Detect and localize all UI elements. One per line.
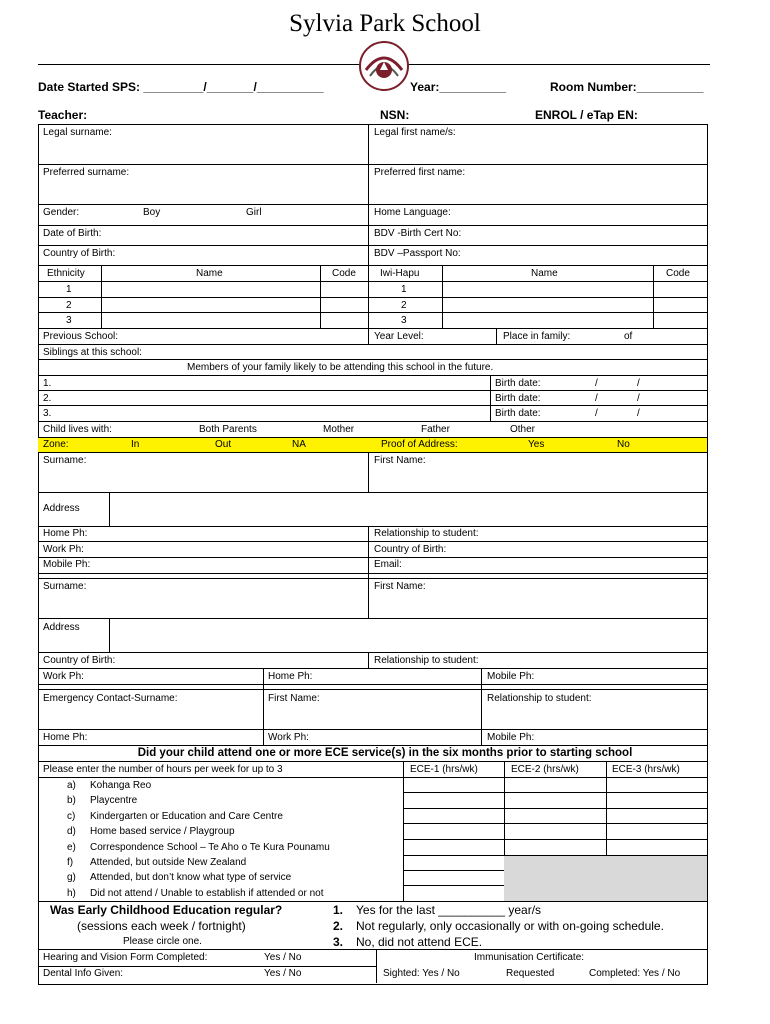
ece-col3-header: ECE-3 (hrs/wk) (612, 764, 680, 775)
child-lives-with-label: Child lives with: (43, 424, 112, 435)
contact2-surname-label[interactable]: Surname: (43, 581, 87, 592)
zone-out-option[interactable]: Out (215, 439, 232, 450)
option-1-text[interactable]: Yes for the last __________ year/s (356, 903, 542, 917)
emergency-work-ph-label[interactable]: Work Ph: (268, 732, 309, 743)
iwi-row-num: 3 (401, 315, 407, 326)
contact1-address-label[interactable]: Address (43, 503, 80, 514)
contact1-country-label[interactable]: Country of Birth: (374, 544, 447, 555)
date-slash: / (595, 393, 598, 404)
future-member-row[interactable]: 3. (43, 408, 52, 419)
birth-date-label: Birth date: (495, 408, 541, 419)
ece-item-letter: a) (67, 780, 76, 791)
ece-item-text: Home based service / Playgroup (90, 826, 235, 837)
preferred-first-name-label[interactable]: Preferred first name: (374, 167, 466, 178)
birth-cert-label[interactable]: BDV -Birth Cert No: (374, 228, 462, 239)
date-slash: / (595, 408, 598, 419)
ece-col2-header: ECE-2 (hrs/wk) (511, 764, 579, 775)
place-in-family-label[interactable]: Place in family: (503, 331, 571, 342)
contact1-mobile-ph-label[interactable]: Mobile Ph: (43, 559, 91, 570)
future-member-row[interactable]: 2. (43, 393, 52, 404)
date-slash: / (637, 378, 640, 389)
immunisation-completed[interactable]: Completed: Yes / No (589, 968, 681, 979)
ece-regular-sub: (sessions each week / fortnight) (77, 919, 246, 933)
gender-label: Gender: (43, 207, 80, 218)
immunisation-sighted[interactable]: Sighted: Yes / No (383, 968, 460, 979)
date-slash: / (637, 408, 640, 419)
school-name: Sylvia Park School (289, 10, 481, 37)
contact1-work-ph-label[interactable]: Work Ph: (43, 544, 84, 555)
dental-info-label: Dental Info Given: (43, 968, 124, 979)
school-logo (358, 40, 410, 92)
immunisation-requested[interactable]: Requested (506, 968, 555, 979)
country-of-birth-label[interactable]: Country of Birth: (43, 248, 116, 259)
option-1-number: 1. (333, 903, 344, 917)
birth-date-label: Birth date: (495, 393, 541, 404)
option-3-text[interactable]: No, did not attend ECE. (356, 935, 483, 949)
previous-school-label[interactable]: Previous School: (43, 331, 119, 342)
teacher-label: Teacher: (38, 108, 88, 122)
lives-father-option[interactable]: Father (421, 424, 450, 435)
ethnicity-row-num: 1 (66, 284, 72, 295)
ethnicity-header: Ethnicity (47, 268, 85, 279)
room-number-field[interactable]: Room Number:__________ (550, 80, 704, 94)
place-of-label: of (624, 331, 633, 342)
ethnicity-code-header: Code (332, 268, 356, 279)
date-slash: / (637, 393, 640, 404)
greyed-cells (504, 855, 707, 901)
contact1-relationship-label[interactable]: Relationship to student: (374, 528, 479, 539)
ece-col1-header: ECE-1 (hrs/wk) (410, 764, 478, 775)
future-member-row[interactable]: 1. (43, 378, 52, 389)
ece-item-letter: b) (67, 795, 76, 806)
home-language-label[interactable]: Home Language: (374, 207, 451, 218)
ece-circle-instruction: Please circle one. (123, 936, 202, 947)
hearing-vision-label: Hearing and Vision Form Completed: (43, 952, 208, 963)
preferred-surname-label[interactable]: Preferred surname: (43, 167, 130, 178)
contact1-home-ph-label[interactable]: Home Ph: (43, 528, 88, 539)
lives-both-parents-option[interactable]: Both Parents (199, 424, 257, 435)
year-level-label[interactable]: Year Level: (374, 331, 424, 342)
ece-instructions: Please enter the number of hours per week for up to 3 (43, 764, 283, 775)
ethnicity-name-header: Name (196, 268, 223, 279)
ethnicity-row-num: 2 (66, 300, 72, 311)
enrol-label: ENROL / eTap EN: (535, 108, 638, 122)
members-heading: Members of your family likely to be attending this school in the future. (187, 362, 494, 373)
ece-item-letter: f) (67, 857, 74, 868)
ece-heading: Did your child attend one or more ECE service(s) in the six months prior to starting school (137, 747, 633, 759)
gender-boy-option[interactable]: Boy (143, 207, 161, 218)
contact2-work-ph-label[interactable]: Work Ph: (43, 671, 84, 682)
ece-item-text: Kohanga Reo (90, 780, 152, 791)
ece-regular-question: Was Early Childhood Education regular? (50, 903, 283, 917)
date-started[interactable]: Date Started SPS: _________/_______/__________ (38, 80, 324, 94)
proof-no-option[interactable]: No (617, 439, 630, 450)
iwi-name-header: Name (531, 268, 558, 279)
immunisation-label: Immunisation Certificate: (474, 952, 585, 963)
ece-item-letter: d) (67, 826, 76, 837)
zone-na-option[interactable]: NA (292, 439, 306, 450)
emergency-relationship-label[interactable]: Relationship to student: (487, 693, 592, 704)
emergency-first-name-label[interactable]: First Name: (268, 693, 320, 704)
ece-item-text: Kindergarten or Education and Care Centre (90, 811, 283, 822)
ece-item-letter: c) (67, 811, 76, 822)
iwi-code-header: Code (666, 268, 690, 279)
proof-of-address-label: Proof of Address: (381, 439, 458, 450)
contact2-address-label[interactable]: Address (43, 622, 80, 633)
birth-date-label: Birth date: (495, 378, 541, 389)
ece-item-letter: e) (67, 842, 76, 853)
ece-item-text: Correspondence School – Te Aho o Te Kura Pounamu (90, 842, 330, 853)
ece-item-letter: h) (67, 888, 76, 899)
legal-first-name-label[interactable]: Legal first name/s: (374, 127, 456, 138)
legal-surname-label[interactable]: Legal surname: (43, 127, 112, 138)
hearing-yes-no[interactable]: Yes / No (264, 952, 302, 963)
ece-item-text: Attended, but don’t know what type of service (90, 872, 292, 883)
zone-in-option[interactable]: In (131, 439, 140, 450)
dob-label[interactable]: Date of Birth: (43, 228, 102, 239)
date-slash: / (595, 378, 598, 389)
iwi-row-num: 1 (401, 284, 407, 295)
proof-yes-option[interactable]: Yes (528, 439, 545, 450)
iwi-row-num: 2 (401, 300, 407, 311)
option-2-number: 2. (333, 919, 344, 933)
contact2-country-label[interactable]: Country of Birth: (43, 655, 116, 666)
siblings-label[interactable]: Siblings at this school: (43, 347, 142, 358)
ece-item-letter: g) (67, 872, 76, 883)
ece-item-text: Attended, but outside New Zealand (90, 857, 247, 868)
emergency-mobile-ph-label[interactable]: Mobile Ph: (487, 732, 535, 743)
contact1-email-label[interactable]: Email: (374, 559, 402, 570)
lives-mother-option[interactable]: Mother (323, 424, 355, 435)
option-3-number: 3. (333, 935, 344, 949)
option-2-text[interactable]: Not regularly, only occasionally or with on-going schedule. (356, 919, 664, 933)
emergency-home-ph-label[interactable]: Home Ph: (43, 732, 88, 743)
year-field[interactable]: Year:__________ (410, 80, 507, 94)
contact2-first-name-label[interactable]: First Name: (374, 581, 426, 592)
ethnicity-row-num: 3 (66, 315, 72, 326)
iwi-header: Iwi-Hapu (380, 268, 420, 279)
emergency-surname-label[interactable]: Emergency Contact-Surname: (43, 693, 178, 704)
contact2-home-ph-label[interactable]: Home Ph: (268, 671, 313, 682)
nsn-label: NSN: (380, 108, 410, 122)
gender-girl-option[interactable]: Girl (246, 207, 262, 218)
lives-other-option[interactable]: Other (510, 424, 536, 435)
ece-item-text: Playcentre (90, 795, 138, 806)
dental-yes-no[interactable]: Yes / No (264, 968, 302, 979)
contact1-first-name-label[interactable]: First Name: (374, 455, 426, 466)
contact2-mobile-ph-label[interactable]: Mobile Ph: (487, 671, 535, 682)
contact2-relationship-label[interactable]: Relationship to student: (374, 655, 479, 666)
contact1-surname-label[interactable]: Surname: (43, 455, 87, 466)
passport-label[interactable]: BDV –Passport No: (374, 248, 461, 259)
ece-item-text: Did not attend / Unable to establish if attended or not (90, 888, 324, 899)
zone-label: Zone: (43, 439, 69, 450)
